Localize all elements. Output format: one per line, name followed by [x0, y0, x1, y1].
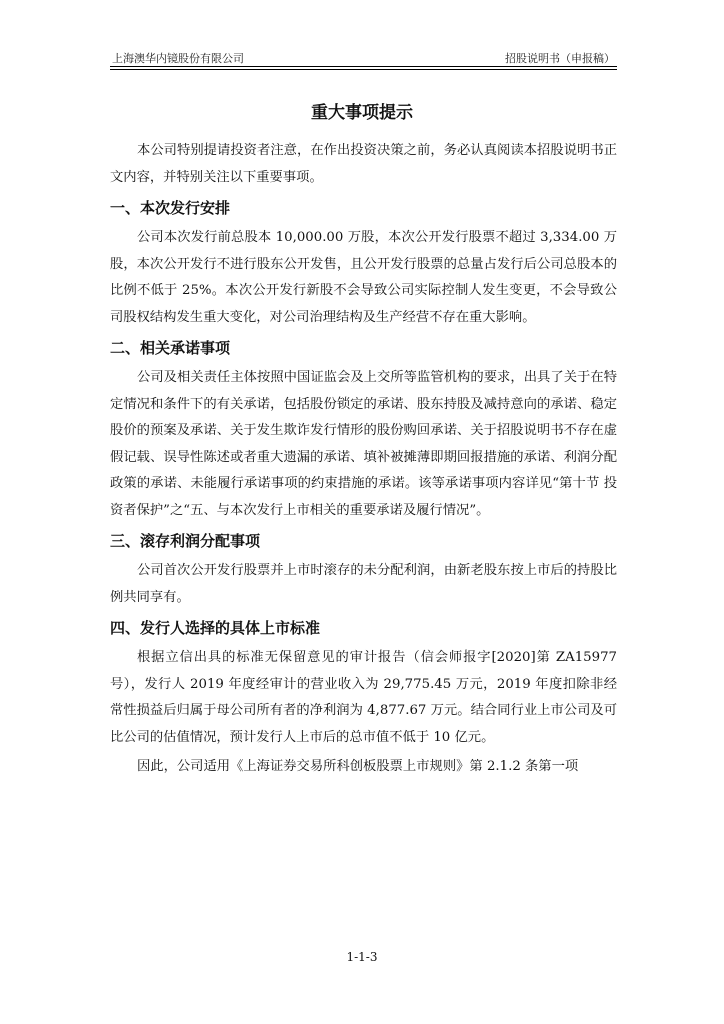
section-paragraph-issuance: 公司本次发行前总股本 10,000.00 万股，本次公开发行股票不超过 3,334.00 万股，本次公开发行不进行股东公开发售，且公开发行股票的总量占发行后公司总股本的比例不低于 25%。本次公开发行新股不会导致公司实际控制人发生变更，不会导致公司股权结构发生重大变化，对公司治理结构及生产经营不存在重大影响。 [110, 230, 617, 325]
section-paragraph-profit-distribution: 公司首次公开发行股票并上市时滚存的未分配利润，由新老股东按上市后的持股比例共同享有。 [110, 563, 617, 605]
section-heading-commitments: 二、相关承诺事项 [110, 339, 231, 357]
intro-paragraph: 本公司特别提请投资者注意，在作出投资决策之前，务必认真阅读本招股说明书正文内容，并特别关注以下重要事项。 [110, 143, 617, 185]
page-header [110, 48, 617, 66]
section-paragraph-listing-rule: 因此，公司适用《上海证券交易所科创板股票上市规则》第 2.1.2 条第一项 [137, 759, 579, 774]
page-title: 重大事项提示 [311, 103, 413, 123]
section-heading-listing-standard: 四、发行人选择的具体上市标准 [110, 619, 321, 637]
section-heading-issuance: 一、本次发行安排 [110, 199, 231, 217]
header-company-name: 上海澳华内镜股份有限公司 [112, 52, 244, 65]
page-number: 1-1-3 [346, 950, 378, 964]
section-paragraph-listing-standard: 根据立信出具的标准无保留意见的审计报告（信会师报字[2020]第 ZA15977 号），发行人 2019 年度经审计的营业收入为 29,775.45 万元，2019 年度扣除非经常性损益后归属于母公司所有者的净利润为 4,877.67 万元。结合同行业上市公司及可比公司的估值情况，预计发行人上市后的总市值不低于 10 亿元。 [110, 650, 617, 745]
section-paragraph-commitments: 公司及相关责任主体按照中国证监会及上交所等监管机构的要求，出具了关于在特定情况和条件下的有关承诺，包括股份锁定的承诺、股东持股及减持意向的承诺、稳定股价的预案及承诺、关于发生欺诈发行情形的股份购回承诺、关于招股说明书不存在虚假记载、误导性陈述或者重大遗漏的承诺、填补被摊薄即期回报措施的承诺、利润分配政策的承诺、未能履行承诺事项的约束措施的承诺。该等承诺事项内容详见“第十节 投资者保护”之“五、与本次发行上市相关的重要承诺及履行情况”。 [110, 370, 617, 518]
header-rule [110, 66, 617, 67]
document-body [110, 138, 617, 781]
header-rule-thin [110, 69, 617, 70]
header-document-type: 招股说明书（申报稿） [505, 52, 615, 65]
section-heading-profit-distribution: 三、滚存利润分配事项 [110, 532, 261, 550]
